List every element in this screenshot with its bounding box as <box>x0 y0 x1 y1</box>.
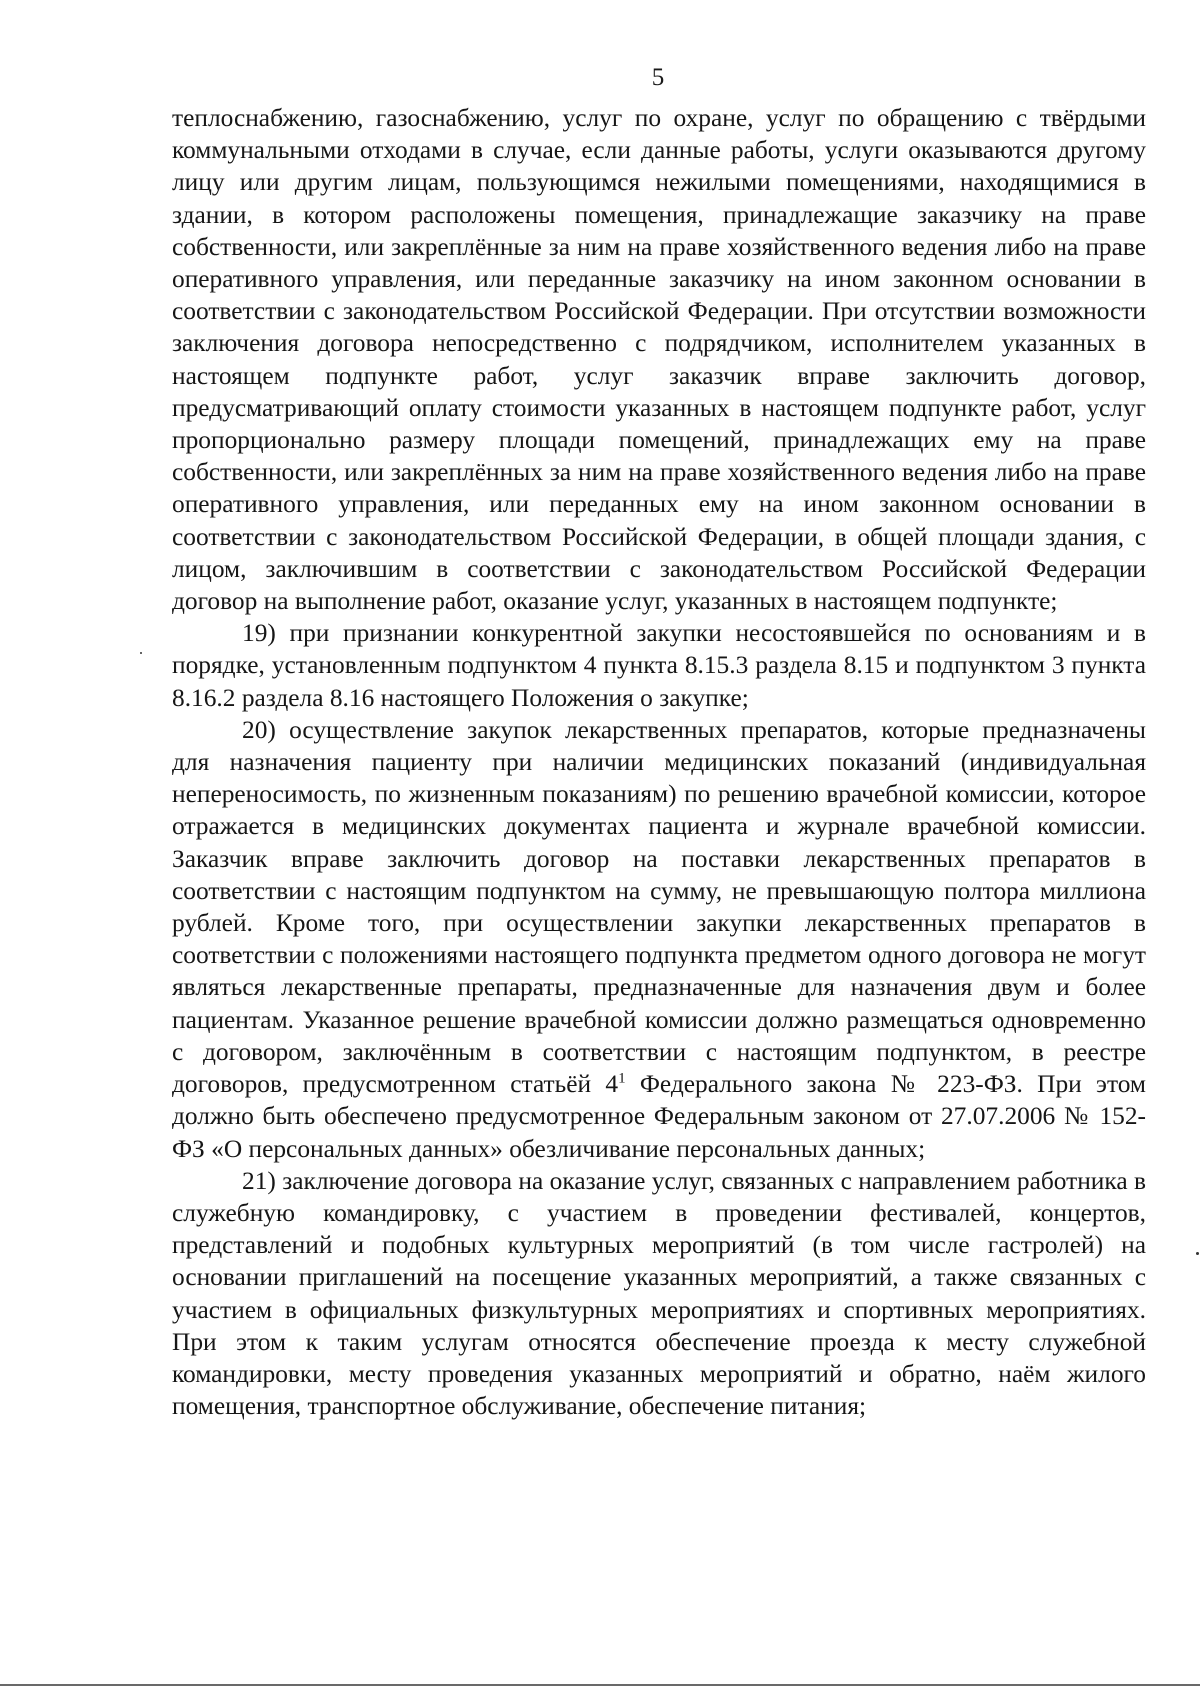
scan-speck <box>1196 1252 1199 1255</box>
paragraph-continuation: теплоснабжению, газоснабжению, услуг по охране, услуг по обращению с твёрдыми коммунальными отходами в случае, если данные работы, услуги оказываются другому лицу или другим лицам, пользующимся нежилыми помещениями, находящимися в здании, в котором расположены помещения, принадлежащие заказчику на праве собственности, или закреплённые за ним на праве хозяйственного ведения либо на праве оперативного управления, или переданные заказчику на ином законном основании в соответствии с законодательством Российской Федерации. При отсутствии возможности заключения договора непосредственно с подрядчиком, исполнителем указанных в настоящем подпункте работ, услуг заказчик вправе заключить договор, предусматривающий оплату стоимости указанных в настоящем подпункте работ, услуг пропорционально размеру площади помещений, принадлежащих ему на праве собственности, или закреплённых за ним на праве хозяйственного ведения либо на праве оперативного управления, или переданных ему на ином законном основании в соответствии с законодательством Российской Федерации, в общей площади здания, с лицом, заключившим в соответствии с законодательством Российской Федерации договор на выполнение работ, оказание услуг, указанных в настоящем подпункте; <box>172 104 1146 616</box>
item-20-text-before-sup: 20) осуществление закупок лекарственных препаратов, которые предназначены для назначения пациенту при наличии медицинских показаний (индивидуальная непереносимость, по жизненным показаниям) по решению врачебной комиссии, которое отражается в медицинских документах пациента и журнале врачебной комиссии. Заказчик вправе заключить договор на поставки лекарственных препаратов в соответствии с настоящим подпунктом на сумму, не превышающую полтора миллиона рублей. Кроме того, при осуществлении закупки лекарственных препаратов в соответствии с положениями настоящего подпункта предметом одного договора не могут являться лекарственные препараты, предназначенные для назначения двум и более пациентам. Указанное решение врачебной комиссии должно размещаться одновременно с договором, заключённым в соответствии с настоящим подпунктом, в реестре договоров, предусмотренном статьёй 4 <box>172 715 1146 1099</box>
scan-edge-line <box>0 1684 1200 1686</box>
page-number: 5 <box>651 64 665 91</box>
paragraph-item-19: 19) при признании конкурентной закупки несостоявшейся по основаниям и в порядке, установленным подпунктом 4 пункта 8.15.3 раздела 8.15 и подпунктом 3 пункта 8.16.2 раздела 8.16 настоящего Положения о закупке; <box>172 619 1146 712</box>
document-body <box>172 102 1146 1422</box>
scan-speck <box>140 652 142 654</box>
item-20-superscript: 1 <box>618 1070 626 1087</box>
paragraph-item-20 <box>172 714 1146 1165</box>
item-20-text-after-sup: Федерального закона № 223-ФЗ. При этом должно быть обеспечено предусмотренное Федеральным законом от 27.07.2006 № 152-ФЗ «О персональных данных» обезличивание персональных данных; <box>172 1070 1146 1163</box>
paragraph-item-21: 21) заключение договора на оказание услуг, связанных с направлением работника в служебную командировку, с участием в проведении фестивалей, концертов, представлений и подобных культурных мероприятий (в том числе гастролей) на основании приглашений на посещение указанных мероприятий, а также связанных с участием в официальных физкультурных мероприятиях и спортивных мероприятиях. При этом к таким услугам относятся обеспечение проезда к месту служебной командировки, месту проведения указанных мероприятий и обратно, наём жилого помещения, транспортное обслуживание, обеспечение питания; <box>172 1166 1146 1421</box>
